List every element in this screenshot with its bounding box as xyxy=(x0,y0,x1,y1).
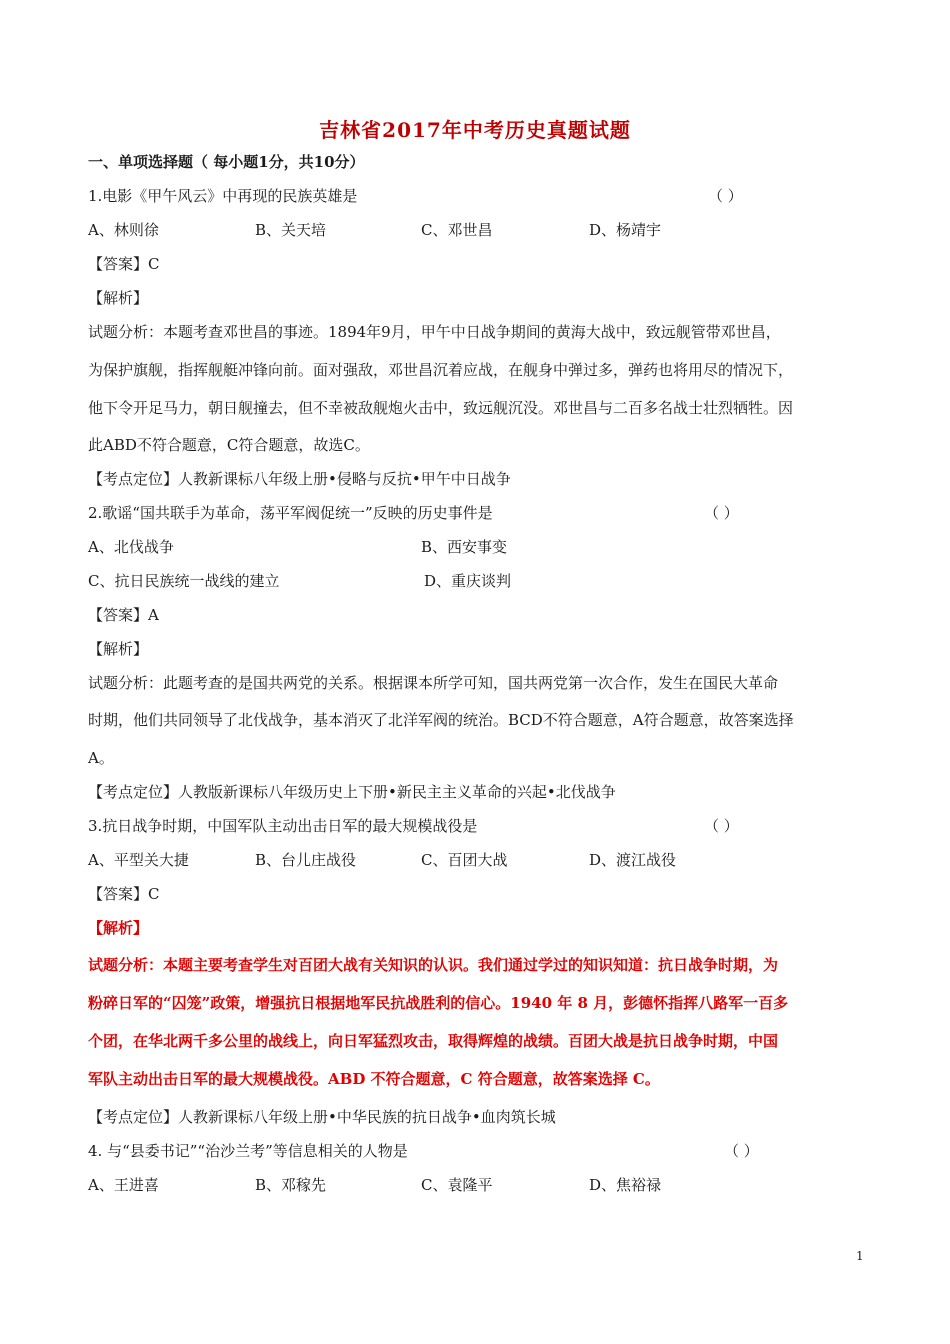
question-1-stem: 1.电影《甲午风云》中再现的民族英雄是 xyxy=(88,187,358,205)
question-1-analysis-line: 试题分析：本题考查邓世昌的事迹。1894年9月，甲午中日战争期间的黄海大战中，致远舰管带邓世昌， xyxy=(88,323,781,341)
question-1-location: 【考点定位】人教新课标八年级上册•侵略与反抗•甲午中日战争 xyxy=(88,470,511,488)
question-1-analysis-label: 【解析】 xyxy=(88,289,149,307)
document-title: 吉林省2017年中考历史真题试题 xyxy=(319,118,631,142)
question-3-stem: 3.抗日战争时期，中国军队主动出击日军的最大规模战役是 xyxy=(88,817,478,835)
question-3-location: 【考点定位】人教新课标八年级上册•中华民族的抗日战争•血肉筑长城 xyxy=(88,1108,556,1126)
question-2-analysis-line: 试题分析：此题考查的是国共两党的关系。根据课本所学可知，国共两党第一次合作，发生在国民大革命 xyxy=(88,674,779,692)
question-3-analysis-line: 军队主动出击日军的最大规模战役。ABD 不符合题意，C 符合题意，故答案选择 C。 xyxy=(88,1070,660,1088)
question-3-answer: 【答案】C xyxy=(88,885,160,903)
question-3-analysis-label: 【解析】 xyxy=(88,919,149,937)
question-4-option-b: B、邓稼先 xyxy=(255,1176,327,1194)
question-2-option-d: D、重庆谈判 xyxy=(424,572,512,590)
question-1-option-a: A、林则徐 xyxy=(88,221,159,239)
section-heading: 一、单项选择题（ 每小题1分，共10分） xyxy=(88,153,365,171)
question-3-paren: （ ） xyxy=(704,817,739,835)
question-3-analysis-line: 试题分析：本题主要考查学生对百团大战有关知识的认识。我们通过学过的知识知道：抗日战争时期，为 xyxy=(88,956,779,974)
question-3-option-d: D、渡江战役 xyxy=(589,851,677,869)
question-3-analysis-line: 粉碎日军的“囚笼”政策，增强抗日根据地军民抗战胜利的信心。1940 年 8 月，彭德怀指挥八路军一百多 xyxy=(88,994,789,1012)
question-1-option-b: B、关天培 xyxy=(255,221,327,239)
question-2-stem: 2.歌谣“国共联手为革命，荡平军阀促统一”反映的历史事件是 xyxy=(88,504,493,522)
question-1-paren: （ ） xyxy=(708,187,743,205)
question-3-option-a: A、平型关大捷 xyxy=(88,851,189,869)
question-2-analysis-label: 【解析】 xyxy=(88,640,149,658)
question-4-option-a: A、王进喜 xyxy=(88,1176,159,1194)
question-1-analysis-line: 此ABD不符合题意，C符合题意，故选C。 xyxy=(88,436,370,454)
question-2-analysis-line: A。 xyxy=(88,749,114,767)
question-3-analysis-line: 个团，在华北两千多公里的战线上，向日军猛烈攻击，取得辉煌的战绩。百团大战是抗日战争时期，中国 xyxy=(88,1032,779,1050)
question-2-option-b: B、西安事变 xyxy=(421,538,508,556)
question-1-answer: 【答案】C xyxy=(88,255,160,273)
question-4-option-d: D、焦裕禄 xyxy=(589,1176,662,1194)
question-1-analysis-line: 他下令开足马力，朝日舰撞去，但不幸被敌舰炮火击中，致远舰沉没。邓世昌与二百多名战士壮烈牺牲。因 xyxy=(88,399,794,417)
page-number: 1 xyxy=(856,1249,864,1263)
question-3-option-c: C、百团大战 xyxy=(421,851,508,869)
question-1-option-c: C、邓世昌 xyxy=(421,221,493,239)
question-1-analysis-line: 为保护旗舰，指挥舰艇冲锋向前。面对强敌，邓世昌沉着应战，在舰身中弹过多，弹药也将用尽的情况下， xyxy=(88,361,794,379)
question-2-option-a: A、北伐战争 xyxy=(88,538,174,556)
question-2-option-c: C、抗日民族统一战线的建立 xyxy=(88,572,280,590)
question-4-option-c: C、袁隆平 xyxy=(421,1176,493,1194)
question-1-option-d: D、杨靖宇 xyxy=(589,221,662,239)
question-2-location: 【考点定位】人教版新课标八年级历史上下册•新民主主义革命的兴起•北伐战争 xyxy=(88,783,616,801)
question-2-paren: （ ） xyxy=(704,504,739,522)
question-4-paren: （ ） xyxy=(724,1142,759,1160)
question-4-stem: 4. 与“县委书记”“治沙兰考”等信息相关的人物是 xyxy=(88,1142,408,1160)
question-2-answer: 【答案】A xyxy=(88,606,159,624)
question-2-analysis-line: 时期，他们共同领导了北伐战争，基本消灭了北洋军阀的统治。BCD不符合题意，A符合题意，故答案选择 xyxy=(88,711,794,729)
question-3-option-b: B、台儿庄战役 xyxy=(255,851,357,869)
